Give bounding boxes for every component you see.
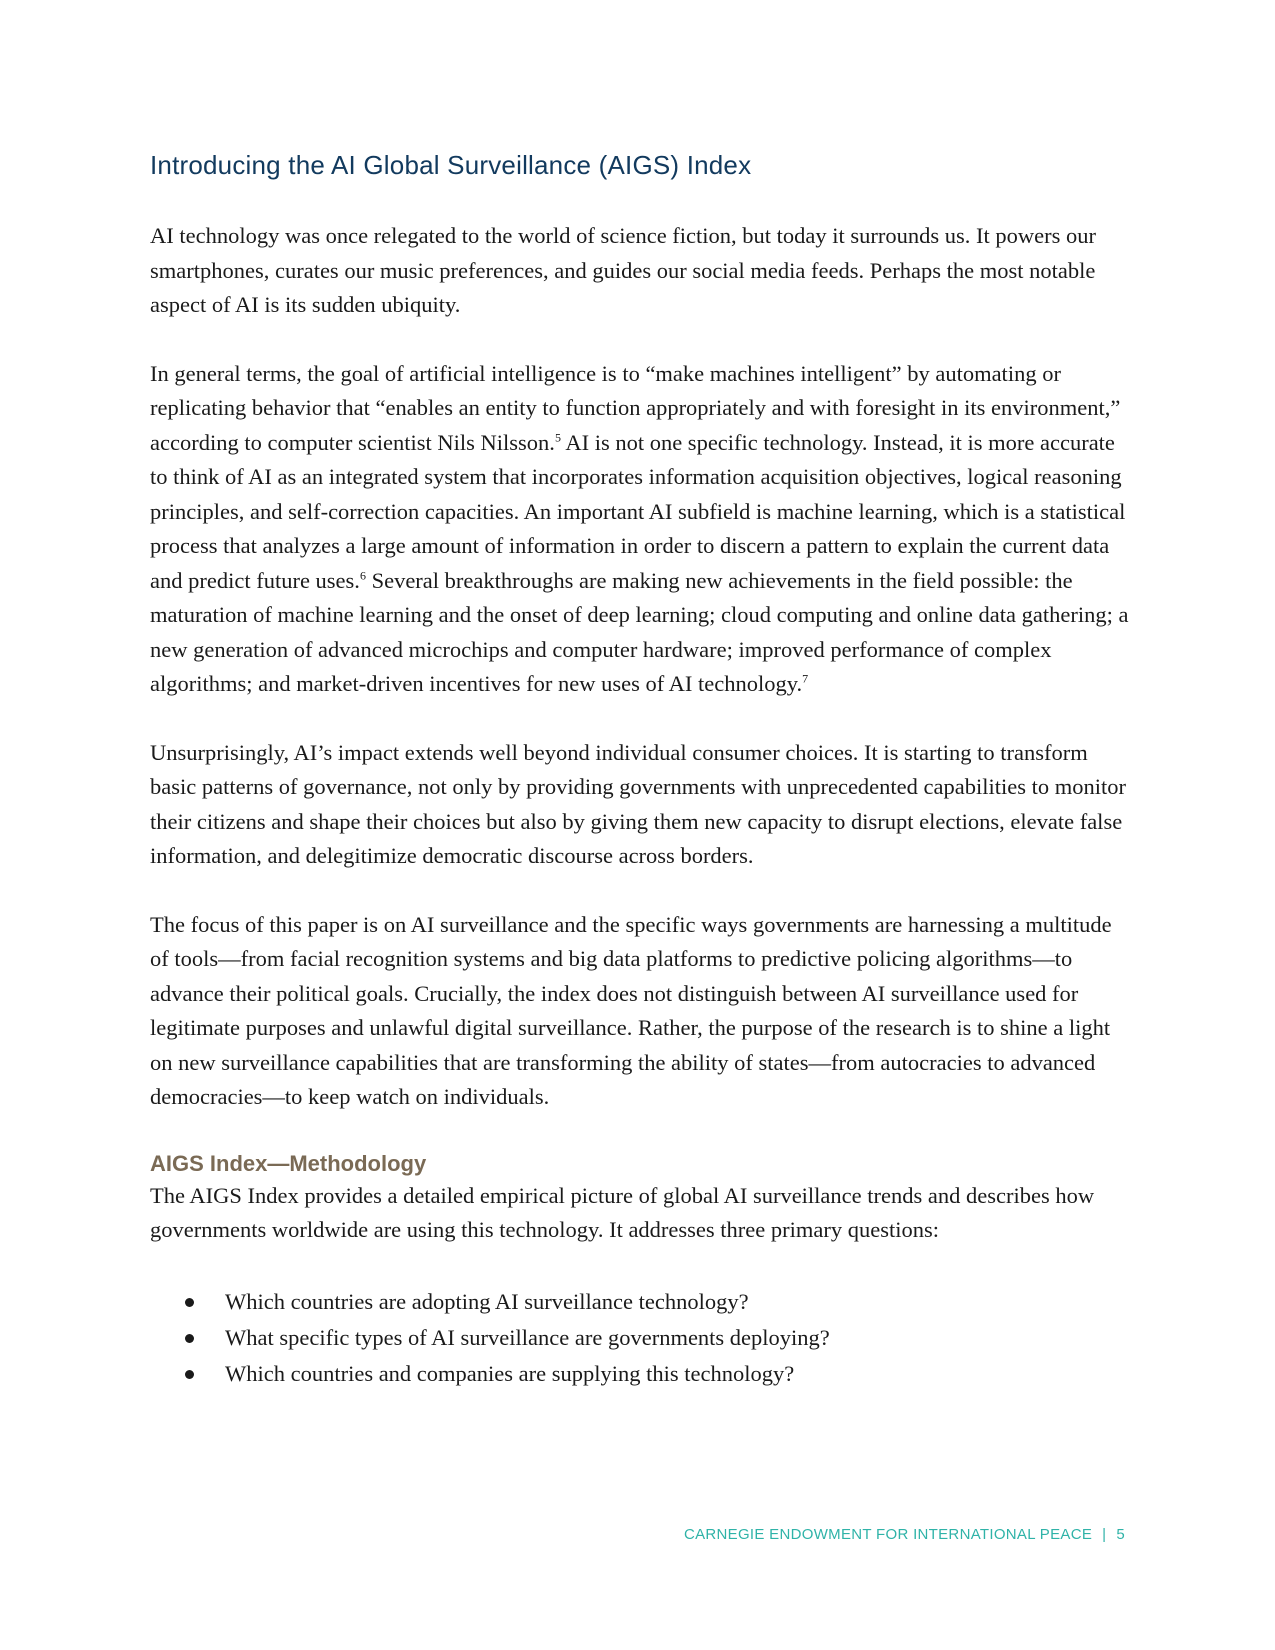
methodology-subheading: AIGS Index—Methodology (150, 1150, 427, 1176)
footer-separator: | (1102, 1526, 1107, 1543)
document-page (150, 150, 1130, 1392)
paragraph-focus: The focus of this paper is on AI surveillance and the specific ways governments are harnessing a multitude of tools—from facial recognition systems and big data platforms to predictive policing algorithms—to advance their political goals. Crucially, the index does not distinguish between AI surveillance used for legitimate purposes and unlawful digital surveillance. Rather, the purpose of the research is to shine a light on new surveillance capabilities that are transforming the ability of states—from autocracies to advanced democracies—to keep watch on individuals. (150, 911, 1112, 1109)
section-heading: Introducing the AI Global Surveillance (AIGS) Index (150, 150, 752, 180)
paragraph-definition-text-c: Several breakthroughs are making new achievements in the field possible: the maturation of machine learning and the onset of deep learning; cloud computing and online data gathering; a new generation of advanced microchips and computer hardware; improved performance of complex algorithms; and market-driven incentives for new uses of AI technology. (150, 567, 1129, 696)
list-item (185, 1284, 1130, 1320)
bullet-icon (185, 1298, 194, 1307)
paragraph-intro: AI technology was once relegated to the world of science fiction, but today it surrounds us. It powers our smartphones, curates our music preferences, and guides our social media feeds. Perhaps the most notable aspect of AI is its sudden ubiquity. (150, 223, 1096, 317)
questions-list (150, 1284, 1130, 1392)
bullet-icon (185, 1370, 194, 1379)
methodology-intro: The AIGS Index provides a detailed empirical picture of global AI surveillance trends and describes how governments worldwide are using this technology. It addresses three primary questions: (150, 1182, 1095, 1242)
footnote-ref-6: 6 (359, 568, 366, 582)
paragraph-definition (150, 357, 1130, 702)
page-footer (684, 1526, 1125, 1543)
paragraph-governance: Unsurprisingly, AI’s impact extends well beyond individual consumer choices. It is starting to transform basic patterns of governance, not only by providing governments with unprecedented capabilities to monitor their citizens and shape their choices but also by giving them new capacity to disrupt elections, elevate false information, and delegitimize democratic discourse across borders. (150, 739, 1126, 868)
footnote-ref-7: 7 (802, 671, 809, 686)
list-item (185, 1320, 1130, 1356)
footer-organization: CARNEGIE ENDOWMENT FOR INTERNATIONAL PEACE (683, 1526, 1093, 1543)
paragraph-definition-text-a: In general terms, the goal of artificial intelligence is to “make machines intelligent” by automating or replicating behavior that “enables an entity to function appropriately and with foresight in its environment,” according to computer scientist Nils Nilsson. (150, 360, 1121, 455)
list-item-text: What specific types of AI surveillance are governments deploying? (225, 1324, 830, 1350)
list-item-text: Which countries and companies are supplying this technology? (225, 1360, 795, 1386)
page-number: 5 (1116, 1526, 1125, 1543)
bullet-icon (185, 1334, 194, 1343)
footnote-ref-5: 5 (554, 430, 561, 444)
paragraph-definition-text-b: AI is not one specific technology. Instead, it is more accurate to think of AI as an integrated system that incorporates information acquisition objectives, logical reasoning principles, and self-correction capacities. An important AI subfield is machine learning, which is a statistical process that analyzes a large amount of information in order to discern a pattern to explain the current data and predict future uses. (150, 429, 1126, 593)
list-item (185, 1356, 1130, 1392)
list-item-text: Which countries are adopting AI surveillance technology? (225, 1288, 749, 1314)
